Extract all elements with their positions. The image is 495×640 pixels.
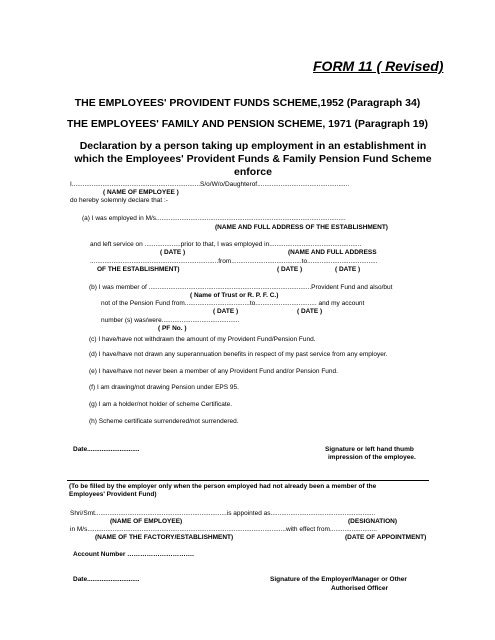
- date-label: ( DATE ): [335, 266, 361, 273]
- date-label: ( DATE ): [297, 308, 323, 315]
- employer-signature-line-2: Authorised Officer: [331, 585, 389, 592]
- item-c: (c) I have/have not withdrawn the amount of my Provident Fund/Pension Fund.: [89, 336, 316, 343]
- shri-line: Shri/Smt.........................................................................is appointed as..........................................................: [70, 510, 376, 517]
- name-address-establishment-label: (NAME AND FULL ADDRESS OF THE ESTABLISHMENT): [215, 224, 388, 231]
- account-number: Account Number ………………………….: [73, 551, 194, 558]
- name-of-employee-label: (NAME OF EMPLOYEE): [110, 518, 183, 525]
- divider: [67, 480, 429, 481]
- scheme-eps-heading: THE EMPLOYEES' FAMILY AND PENSION SCHEME, 1971 (Paragraph 19): [67, 118, 428, 130]
- item-a-line: (a) I was employed in M/s.........................................................................................................: [82, 215, 346, 222]
- employer-signature-line-1: Signature of the Employer/Manager or Other: [270, 576, 407, 583]
- item-f: (f) I am drawing/not drawing Pension under EPS 95.: [89, 384, 239, 391]
- date-of-appointment-label: (DATE OF APPOINTMENT): [345, 534, 427, 541]
- name-of-employee-label: ( NAME OF EMPLOYEE ): [103, 189, 179, 196]
- employee-date: Date.............................: [73, 446, 140, 453]
- from-to-line: .......................................................................from.......................................to.......................................: [90, 258, 378, 265]
- left-service-line: and left service on ....................prior to that, I was employed in...................................................: [90, 241, 362, 248]
- date-label: ( DATE ): [277, 266, 303, 273]
- pf-no-label: ( PF No. ): [158, 325, 187, 332]
- employee-signature-line-2: impression of the employee.: [328, 454, 416, 461]
- item-e: (e) I have/have not never been a member of any Provident Fund and/or Pension Fund.: [89, 368, 338, 375]
- item-d: (d) I have/have not drawn any superannuation benefits in respect of my past service from any employer.: [89, 351, 388, 358]
- employer-note-line-1: (To be filled by the employer only when the person employed had not already been a member of the: [69, 483, 377, 490]
- designation-label: (DESIGNATION): [348, 518, 397, 525]
- employee-signature-line-1: Signature or left hand thumb: [325, 446, 414, 453]
- date-label: ( DATE ): [213, 308, 239, 315]
- scheme-epf-heading: THE EMPLOYEES' PROVIDENT FUNDS SCHEME,1952 (Paragraph 34): [74, 97, 421, 109]
- declaration-heading: Declaration by a person taking up employment in an establishment in which the Employees' Provident Funds & Family Pension Fund Scheme enforce: [74, 140, 432, 178]
- name-of-factory-label: (NAME OF THE FACTORY/ESTABLISHMENT): [95, 534, 234, 541]
- employer-note-line-2: Employees' Provident Fund): [69, 491, 157, 498]
- employer-date: Date.............................: [73, 576, 140, 583]
- item-b-line: (b) I was member of ..........................................................................................Provident Fund and also/but: [89, 284, 393, 291]
- account-number-line: number (s) was/were...........................................: [101, 317, 240, 324]
- name-of-trust-label: ( Name of Trust or R. P. F. C.): [190, 292, 279, 299]
- item-g: (g) I am a holder/not holder of scheme Certificate.: [89, 401, 233, 408]
- name-full-address-label: (NAME AND FULL ADDRESS: [288, 249, 377, 256]
- pension-fund-line: not of the Pension Fund from....................................to.................................. and my account: [101, 300, 365, 307]
- date-label: ( DATE ): [160, 249, 186, 256]
- establishment-line: in M/s..............................................................................................................with effect from..........................: [70, 526, 377, 533]
- item-h: (h) Scheme certificate surrendered/not surrendered.: [89, 418, 239, 425]
- of-the-establishment-label: OF THE ESTABLISHMENT): [97, 266, 180, 273]
- form-title: FORM 11 ( Revised): [313, 58, 444, 74]
- intro-line: I.......................................................................S/o/W/o/Daughterof...................................................: [70, 181, 350, 188]
- declare-line: do hereby solemnly declare that :-: [70, 197, 168, 204]
